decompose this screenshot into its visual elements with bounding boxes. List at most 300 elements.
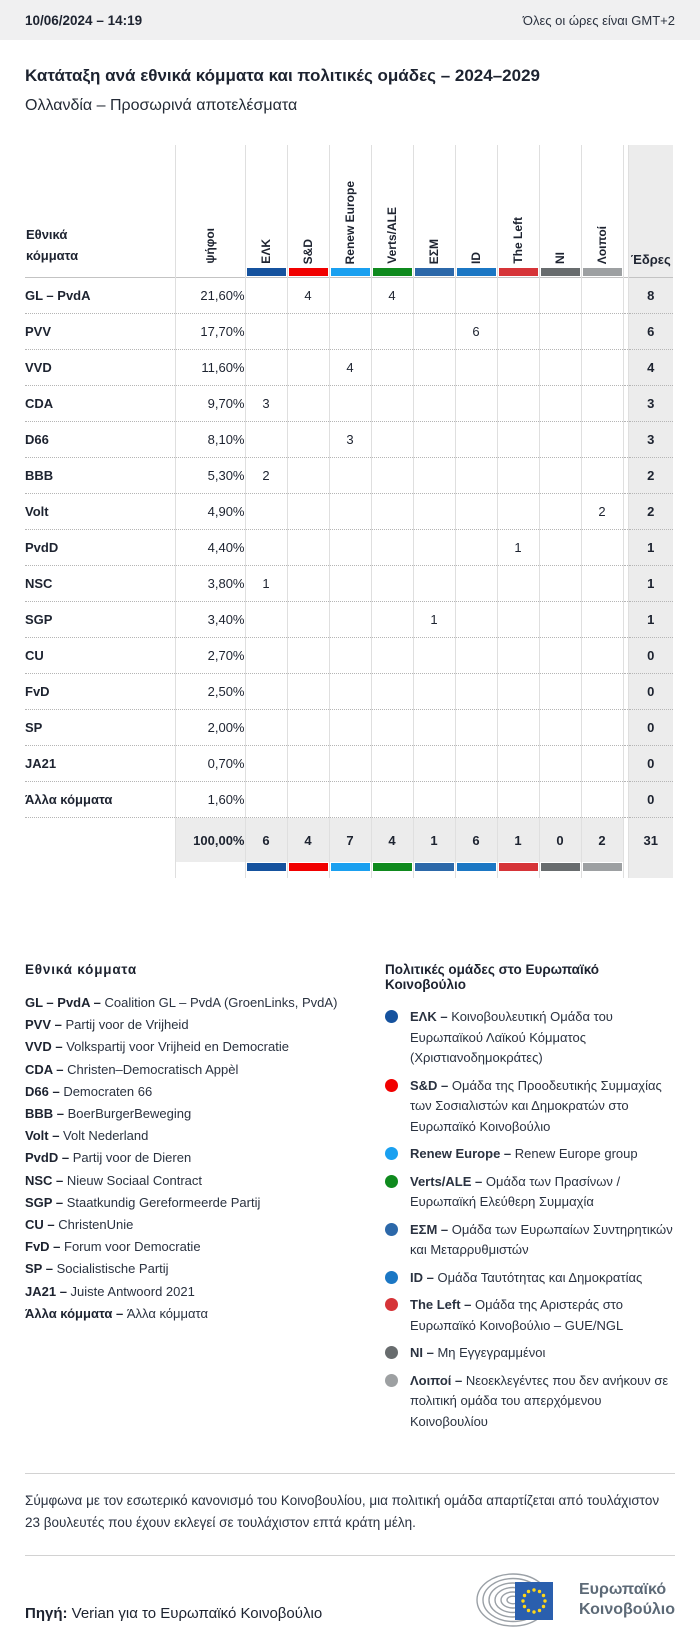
col-header-group-6 (497, 145, 539, 267)
table-row (25, 458, 673, 494)
group-seats-cell (539, 386, 581, 422)
votes-cell: 5,30% (175, 458, 245, 494)
group-seats-cell (581, 782, 623, 818)
party-legend-item (25, 1303, 375, 1325)
group-seats-cell (539, 458, 581, 494)
group-seats-cell (371, 458, 413, 494)
totals-group-seats-cell: 6 (245, 818, 287, 863)
party-abbr: PvdD – (25, 1150, 73, 1166)
group-seats-cell (497, 350, 539, 386)
seats-total-cell: 1 (628, 530, 673, 566)
group-legend-text (410, 1144, 638, 1165)
group-seats-cell (497, 566, 539, 602)
table-row (25, 674, 673, 710)
source-text (25, 1605, 322, 1622)
group-seats-cell (497, 494, 539, 530)
group-seats-cell (245, 422, 287, 458)
group-bar-cell (287, 862, 329, 878)
group-seats-cell (539, 566, 581, 602)
votes-cell: 21,60% (175, 278, 245, 314)
col-header-group-8 (581, 145, 623, 267)
party-name-cell: Άλλα κόμματα (25, 782, 175, 818)
group-seats-cell (329, 530, 371, 566)
party-full-name: Forum voor Democratie (64, 1239, 201, 1255)
totals-group-seats-cell: 4 (371, 818, 413, 863)
group-bar-cell (497, 267, 539, 278)
group-seats-cell (413, 566, 455, 602)
group-seats-cell (245, 674, 287, 710)
group-abbr: ΕΣΜ – (410, 1221, 452, 1237)
group-seats-cell (329, 494, 371, 530)
votes-cell: 4,90% (175, 494, 245, 530)
group-description: Ομάδα της Προοδευτικής Συμμαχίας των Σοσιαλιστών και Δημοκρατών στο Ευρωπαϊκό Κοινοβούλιο (410, 1077, 662, 1134)
group-abbr: NI – (410, 1345, 438, 1360)
group-bar-cell (329, 267, 371, 278)
group-seats-cell: 1 (245, 566, 287, 602)
group-seats-cell (329, 638, 371, 674)
group-abbr: Λοιποί – (410, 1372, 466, 1388)
group-seats-cell (581, 350, 623, 386)
party-legend-item (25, 1036, 375, 1058)
group-seats-cell (497, 674, 539, 710)
votes-cell: 11,60% (175, 350, 245, 386)
group-bar-cell (371, 267, 413, 278)
totals-row (25, 818, 673, 863)
party-full-name: Socialistische Partij (56, 1261, 169, 1277)
group-seats-cell (413, 638, 455, 674)
group-legend-text (410, 1268, 642, 1289)
group-legend-text (410, 1007, 675, 1069)
table-row (25, 566, 673, 602)
group-color-bar-2 (331, 268, 370, 276)
party-name-cell: PvdD (25, 530, 175, 566)
group-seats-cell (329, 782, 371, 818)
group-description: Ομάδα της Αριστεράς στο Ευρωπαϊκό Κοινοβούλιο – GUE/NGL (410, 1297, 624, 1333)
totals-group-seats-cell: 1 (497, 818, 539, 863)
party-abbr: CU – (25, 1217, 59, 1233)
group-legend-heading: Πολιτικές ομάδες στο Ευρωπαϊκό Κοινοβούλιο (385, 962, 600, 992)
group-seats-cell (581, 278, 623, 314)
rules-footnote: Σύμφωνα με τον εσωτερικό κανονισμό του Κοινοβουλίου, μια πολιτική ομάδα απαρτίζεται από τουλάχιστον 23 βουλευτές που έχουν εκλεγεί σε τουλάχιστον επτά κράτη μέλη. (25, 1493, 660, 1531)
group-color-dot-3 (385, 1175, 398, 1188)
page-subtitle: Ολλανδία – Προσωρινά αποτελέσματα (25, 97, 298, 114)
group-seats-cell (413, 782, 455, 818)
results-table-head (25, 145, 673, 278)
totals-empty-cell (25, 818, 175, 863)
group-color-bar-4 (415, 863, 454, 871)
group-seats-cell: 3 (329, 422, 371, 458)
group-legend-text (410, 1076, 675, 1138)
group-abbr: ID – (410, 1269, 438, 1285)
timezone-note: Όλες οι ώρες είναι GMT+2 (522, 12, 675, 28)
group-seats-cell (455, 602, 497, 638)
group-color-bar-4 (415, 268, 454, 276)
party-full-name: Nieuw Sociaal Contract (66, 1172, 203, 1188)
party-legend-list (25, 992, 375, 1325)
col-header-seats (628, 145, 673, 267)
group-color-bar-3 (373, 268, 412, 276)
group-seats-cell (455, 566, 497, 602)
group-seats-cell (539, 638, 581, 674)
group-header-label: Λοιποί (595, 225, 609, 264)
datetime-text: 10/06/2024 – 14:19 (25, 12, 143, 28)
party-legend-item (25, 1014, 375, 1036)
votes-header-label: ψήφοι (203, 228, 217, 264)
group-seats-cell (455, 458, 497, 494)
group-seats-cell (329, 710, 371, 746)
party-full-name: Coalition GL – PvdA (GroenLinks, PvdA) (104, 995, 338, 1010)
group-legend-item (385, 1172, 675, 1213)
group-seats-cell (413, 494, 455, 530)
group-color-bar-6 (499, 863, 538, 871)
logo-line-1: Ευρωπαϊκό (578, 1580, 667, 1598)
table-row (25, 638, 673, 674)
party-name-cell: VVD (25, 350, 175, 386)
party-abbr: Volt – (25, 1128, 64, 1144)
group-color-bar-2 (331, 863, 370, 871)
group-seats-cell (287, 350, 329, 386)
table-row (25, 422, 673, 458)
group-header-label: The Left (511, 217, 525, 264)
group-color-bar-7 (541, 268, 580, 276)
table-row (25, 782, 673, 818)
totals-group-seats-cell: 2 (581, 818, 623, 863)
group-seats-cell (287, 458, 329, 494)
group-description: Νεοεκλεγέντες που δεν ανήκουν σε πολιτική ομάδα του απερχόμενου Κοινοβουλίου (410, 1372, 669, 1429)
party-abbr: CDA – (25, 1061, 68, 1077)
group-color-bar-6 (499, 268, 538, 276)
col-header-national-parties (25, 145, 175, 267)
group-seats-cell (245, 314, 287, 350)
group-seats-cell (287, 710, 329, 746)
votes-cell: 2,50% (175, 674, 245, 710)
party-name-cell: JA21 (25, 746, 175, 782)
group-legend-text (410, 1343, 545, 1364)
votes-cell: 2,00% (175, 710, 245, 746)
group-color-bars-row (25, 862, 673, 878)
votes-cell: 2,70% (175, 638, 245, 674)
col-header-group-0 (245, 145, 287, 267)
group-seats-cell (413, 350, 455, 386)
group-color-dot-6 (385, 1298, 398, 1311)
group-bar-cell (413, 862, 455, 878)
group-seats-cell (371, 710, 413, 746)
group-abbr: Verts/ALE – (410, 1173, 486, 1189)
group-color-bar-0 (247, 268, 286, 276)
group-color-dot-1 (385, 1079, 398, 1092)
group-bar-cell (455, 267, 497, 278)
group-seats-cell (245, 602, 287, 638)
group-seats-cell (329, 602, 371, 638)
bars-row-empty-cell (175, 862, 245, 878)
source-label: Πηγή: (25, 1604, 68, 1622)
group-seats-cell (329, 674, 371, 710)
party-name-cell: CDA (25, 386, 175, 422)
group-color-bar-8 (583, 268, 622, 276)
group-bar-cell (539, 267, 581, 278)
group-seats-cell (581, 566, 623, 602)
totals-votes-cell: 100,00% (175, 818, 245, 863)
group-header-label: S&D (301, 238, 315, 264)
group-seats-cell (497, 458, 539, 494)
votes-cell: 9,70% (175, 386, 245, 422)
group-seats-cell (329, 386, 371, 422)
col-header-group-3 (371, 145, 413, 267)
group-seats-cell (455, 422, 497, 458)
group-legend-item (385, 1076, 675, 1138)
group-legend-item (385, 1268, 675, 1289)
party-full-name: Juiste Antwoord 2021 (70, 1283, 195, 1299)
group-seats-cell (329, 458, 371, 494)
group-seats-cell (497, 638, 539, 674)
totals-group-seats-cell: 6 (455, 818, 497, 863)
group-bar-cell (539, 862, 581, 878)
party-name-cell: NSC (25, 566, 175, 602)
group-color-dot-5 (385, 1271, 398, 1284)
group-color-bar-0 (247, 863, 286, 871)
group-seats-cell (287, 782, 329, 818)
party-abbr: JA21 – (25, 1283, 71, 1299)
group-seats-cell (287, 638, 329, 674)
table-row (25, 350, 673, 386)
group-seats-cell (497, 746, 539, 782)
group-seats-cell (371, 494, 413, 530)
table-row (25, 314, 673, 350)
group-color-bar-1 (289, 268, 328, 276)
votes-cell: 3,80% (175, 566, 245, 602)
group-seats-cell (413, 314, 455, 350)
group-bar-cell (413, 267, 455, 278)
party-abbr: GL – PvdA – (25, 995, 105, 1010)
party-abbr: SGP – (25, 1194, 67, 1210)
party-abbr: D66 – (25, 1083, 64, 1099)
totals-group-seats-cell: 1 (413, 818, 455, 863)
group-legend-text (410, 1172, 675, 1213)
group-seats-cell (581, 386, 623, 422)
group-header-label: ΕΛΚ (259, 239, 273, 264)
group-seats-cell (581, 458, 623, 494)
group-legend-item (385, 1220, 675, 1261)
party-abbr: NSC – (25, 1172, 67, 1188)
votes-cell: 17,70% (175, 314, 245, 350)
group-legend-text (410, 1295, 675, 1336)
group-description: Κοινοβουλευτική Ομάδα του Ευρωπαϊκού Λαϊκού Κόμματος (Χριστιανοδημοκράτες) (410, 1009, 613, 1065)
group-seats-cell (413, 386, 455, 422)
group-legend-item (385, 1371, 675, 1433)
col-header-group-4 (413, 145, 455, 267)
group-seats-cell (455, 710, 497, 746)
group-seats-cell (581, 602, 623, 638)
group-seats-cell (455, 350, 497, 386)
party-full-name: Volt Nederland (63, 1128, 149, 1144)
group-bar-cell (497, 862, 539, 878)
group-seats-cell (539, 674, 581, 710)
group-seats-cell: 6 (455, 314, 497, 350)
group-color-dot-4 (385, 1223, 398, 1236)
group-seats-cell (497, 782, 539, 818)
group-seats-cell (245, 494, 287, 530)
party-legend-item (25, 1125, 375, 1147)
group-seats-cell (371, 314, 413, 350)
group-color-dot-8 (385, 1374, 398, 1387)
top-bar (0, 0, 700, 40)
group-seats-cell (245, 710, 287, 746)
group-abbr: Renew Europe – (410, 1146, 515, 1161)
parliament-logo-text (579, 1580, 675, 1620)
group-seats-cell (287, 602, 329, 638)
group-header-label: ΕΣΜ (427, 238, 441, 264)
votes-cell: 3,40% (175, 602, 245, 638)
results-table (25, 145, 673, 878)
group-seats-cell (539, 350, 581, 386)
group-seats-cell (287, 530, 329, 566)
party-name-cell: GL – PvdA (25, 278, 175, 314)
group-seats-cell (413, 710, 455, 746)
group-seats-cell (497, 602, 539, 638)
seats-total-cell: 1 (628, 566, 673, 602)
group-legend-text (410, 1220, 675, 1261)
table-row (25, 278, 673, 314)
group-legend-item (385, 1007, 675, 1069)
group-legend-item (385, 1295, 675, 1336)
group-seats-cell (581, 530, 623, 566)
group-seats-cell (539, 494, 581, 530)
group-seats-cell (371, 530, 413, 566)
group-color-dot-7 (385, 1346, 398, 1359)
party-name-cell: PVV (25, 314, 175, 350)
group-description: Ομάδα των Ευρωπαίων Συντηρητικών και Μεταρρυθμιστών (410, 1221, 673, 1257)
group-color-bars-row (25, 267, 673, 278)
group-seats-cell (497, 710, 539, 746)
party-legend-item (25, 1081, 375, 1103)
group-seats-cell (539, 602, 581, 638)
totals-group-seats-cell: 0 (539, 818, 581, 863)
group-seats-cell (581, 638, 623, 674)
group-seats-cell: 4 (329, 350, 371, 386)
group-seats-cell (455, 494, 497, 530)
group-seats-cell (245, 278, 287, 314)
group-seats-cell (413, 746, 455, 782)
group-color-bar-3 (373, 863, 412, 871)
group-seats-cell (371, 422, 413, 458)
group-seats-cell: 4 (287, 278, 329, 314)
party-abbr: VVD – (25, 1039, 67, 1055)
group-seats-cell (539, 710, 581, 746)
european-parliament-logo (475, 1570, 675, 1630)
totals-group-seats-cell: 7 (329, 818, 371, 863)
group-bar-cell (581, 862, 623, 878)
seats-total-cell: 0 (628, 710, 673, 746)
party-abbr: SP – (25, 1261, 57, 1277)
group-seats-cell (287, 746, 329, 782)
seats-header-label: Έδρες (630, 252, 671, 267)
group-seats-cell (371, 638, 413, 674)
party-name-cell: SGP (25, 602, 175, 638)
group-bar-cell (245, 267, 287, 278)
group-description: Μη Εγγεγραμμένοι (437, 1345, 546, 1360)
group-seats-cell (287, 494, 329, 530)
seats-total-cell: 0 (628, 674, 673, 710)
party-full-name: Staatkundig Gereformeerde Partij (66, 1194, 261, 1210)
group-seats-cell (245, 350, 287, 386)
group-seats-cell (581, 314, 623, 350)
group-seats-cell: 2 (245, 458, 287, 494)
party-legend-item (25, 1281, 375, 1303)
col-header-group-7 (539, 145, 581, 267)
group-seats-cell (497, 422, 539, 458)
divider-line-2 (25, 1555, 675, 1556)
party-name-cell: Volt (25, 494, 175, 530)
party-abbr: BBB – (25, 1106, 68, 1122)
group-seats-cell: 1 (413, 602, 455, 638)
group-color-bar-1 (289, 863, 328, 871)
group-seats-cell (497, 314, 539, 350)
group-description: Ομάδα των Πρασίνων / Ευρωπαϊκή Ελεύθερη Συμμαχία (410, 1173, 621, 1209)
parliament-hemicycle-icon (475, 1570, 571, 1630)
votes-cell: 4,40% (175, 530, 245, 566)
seats-total-cell: 2 (628, 494, 673, 530)
legend-section (25, 962, 675, 1439)
group-seats-cell (245, 530, 287, 566)
group-seats-cell (329, 746, 371, 782)
group-seats-cell (371, 566, 413, 602)
group-seats-cell (371, 350, 413, 386)
group-seats-cell (287, 422, 329, 458)
col-header-group-5 (455, 145, 497, 267)
party-name-cell: BBB (25, 458, 175, 494)
group-seats-cell (371, 674, 413, 710)
seats-total-cell: 1 (628, 602, 673, 638)
divider-line (25, 1473, 675, 1474)
seats-column-fill-cell (628, 267, 673, 278)
party-abbr: FvD – (25, 1239, 65, 1255)
group-seats-cell (329, 278, 371, 314)
group-seats-cell (539, 278, 581, 314)
source-value: Verian για το Ευρωπαϊκό Κοινοβούλιο (67, 1604, 323, 1622)
group-seats-cell (497, 386, 539, 422)
page-title: Κατάταξη ανά εθνικά κόμματα και πολιτικές ομάδες – 2024–2029 (25, 66, 540, 85)
seats-total-cell: 3 (628, 422, 673, 458)
group-bar-cell (329, 862, 371, 878)
table-row (25, 530, 673, 566)
party-legend-item (25, 1236, 375, 1258)
group-seats-cell (455, 638, 497, 674)
seats-total-cell: 0 (628, 782, 673, 818)
group-seats-cell (539, 422, 581, 458)
group-seats-cell (497, 278, 539, 314)
eu-flag-square (515, 1582, 553, 1620)
party-full-name: Democraten 66 (63, 1083, 153, 1099)
group-seats-cell (539, 782, 581, 818)
group-seats-cell (287, 386, 329, 422)
group-seats-cell: 1 (497, 530, 539, 566)
bars-row-empty-cell (25, 862, 175, 878)
group-seats-cell (371, 782, 413, 818)
group-seats-cell: 4 (371, 278, 413, 314)
seats-total-cell: 3 (628, 386, 673, 422)
party-full-name: Άλλα κόμματα (126, 1305, 208, 1321)
votes-cell: 1,60% (175, 782, 245, 818)
totals-group-seats-cell: 4 (287, 818, 329, 863)
party-legend-item (25, 1214, 375, 1236)
group-legend (375, 962, 675, 1439)
seats-total-cell: 0 (628, 746, 673, 782)
table-row (25, 602, 673, 638)
group-seats-cell (455, 386, 497, 422)
group-bar-cell (287, 267, 329, 278)
group-seats-cell (539, 314, 581, 350)
group-legend-list (385, 1007, 675, 1432)
